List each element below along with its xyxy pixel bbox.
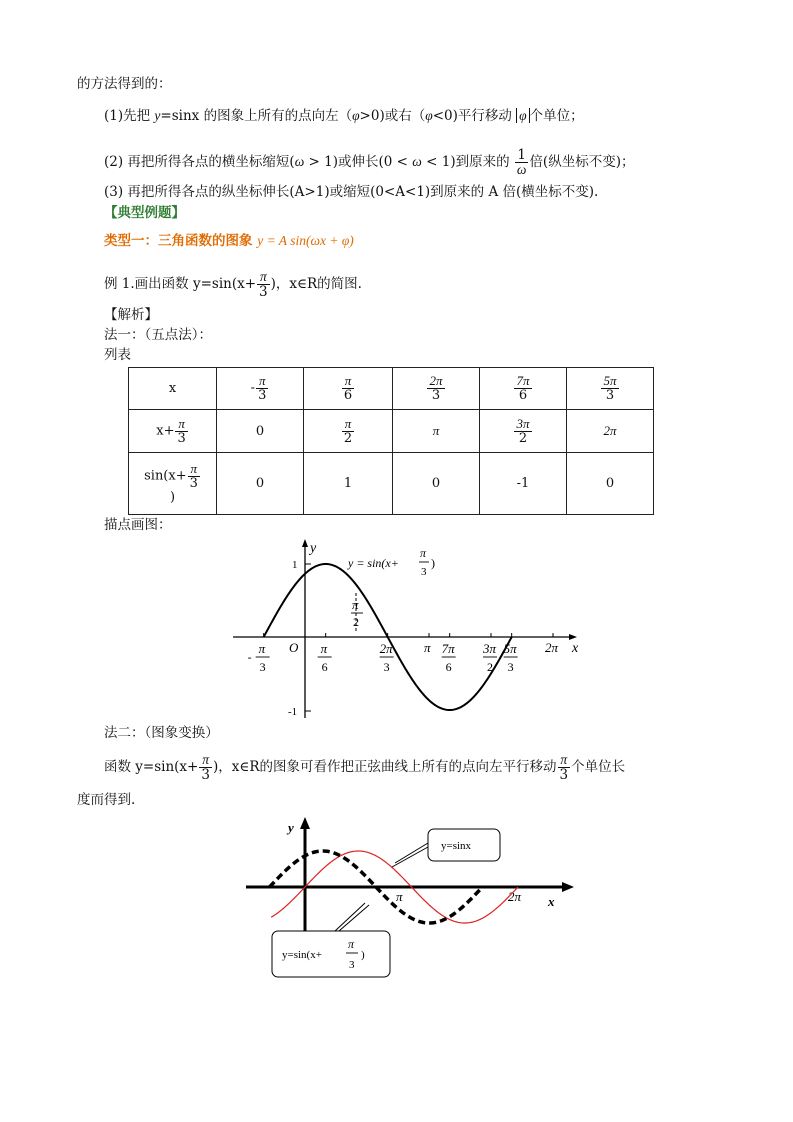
x-tick-denominator: 6	[445, 660, 452, 674]
curve-label-den: 3	[421, 566, 427, 578]
table-header-x: x	[129, 368, 217, 410]
pi-tick: π	[396, 889, 403, 904]
table-cell: π	[393, 410, 480, 453]
section-heading: 【典型例题】	[104, 205, 185, 221]
graph-five-point-sine	[225, 535, 585, 725]
table-cell: $\frac{2\pi}{3}$	[393, 368, 480, 410]
five-point-table	[128, 367, 654, 515]
x-tick-label: π	[424, 640, 431, 655]
peak-label-num: π	[352, 597, 359, 612]
table-header-x-plus: x+ $\frac{\pi}{3}$	[129, 410, 217, 453]
table-header-sin: sin(x+ $\frac{\pi}{3}$ )	[129, 453, 217, 515]
x-tick-denominator: 3	[507, 660, 514, 674]
table-cell: 0	[567, 453, 654, 515]
peak-label-den: 2	[353, 615, 359, 629]
y-tick-1: 1	[292, 559, 298, 571]
table-cell: 0	[217, 410, 304, 453]
method-2-paragraph: 函数 y=sin(x+ $\frac{\pi}{3}$ )，x∈R的图象可看作把正弦曲线上所有的点向左平行移动 $\frac{\pi}{3}$ 个单位长	[104, 752, 626, 784]
x-tick-denominator: 6	[321, 660, 328, 674]
method-2: 法二：（图象变换）	[104, 725, 219, 741]
table-cell: 2π	[567, 410, 654, 453]
table-cell: $\frac{5\pi}{3}$	[567, 368, 654, 410]
table-row	[129, 453, 654, 515]
callout-shifted-text: y=sin(x+	[282, 949, 322, 961]
plot-label: 描点画图：	[104, 517, 172, 533]
step-3: (3) 再把所得各点的纵坐标伸长(A>1)或缩短(0<A<1)到原来的 A 倍(横坐标不变).	[104, 184, 599, 200]
x-tick-label: π	[320, 641, 328, 656]
step-1: (1)先把 y=sinx 的图象上所有的点向左（φ>0)或右（φ<0)平行移动 φ 个单位；	[104, 108, 584, 124]
type-heading: 类型一：三角函数的图象 y = A sin(ωx + φ)	[104, 233, 354, 249]
table-row	[129, 368, 654, 410]
method-2-paragraph-end: 度而得到.	[77, 792, 136, 808]
x-tick-label: 3π	[483, 641, 497, 656]
curve-label: y = sin(x+	[348, 556, 399, 570]
x-tick-denominator: 3	[259, 660, 266, 674]
abs-phi: φ	[516, 108, 529, 123]
method-1: 法一：（五点法）：	[104, 327, 212, 343]
curve-label-num: π	[420, 546, 427, 560]
x-tick-label: 2π	[545, 640, 559, 655]
step-2: (2) 再把所得各点的横坐标缩短(ω > 1)或伸长(0 < ω < 1)到原来的 $\frac{1}{\omega}$ 倍(纵坐标不变)；	[104, 147, 635, 178]
x-tick-denominator: 3	[383, 660, 390, 674]
x-axis-label: x	[572, 641, 579, 656]
x-tick-label: 2π	[379, 641, 393, 656]
table-cell: 0	[217, 453, 304, 515]
y-axis-label: y	[288, 820, 294, 835]
svg-text:3: 3	[349, 959, 355, 971]
y-axis-arrow	[302, 539, 308, 547]
svg-text:π: π	[348, 937, 355, 951]
intro-line: 的方法得到的：	[77, 76, 172, 92]
table-row	[129, 410, 654, 453]
x-tick-label: 7π	[441, 641, 455, 656]
table-cell: $\frac{\pi}{2}$	[304, 410, 393, 453]
graph-shift-transform	[240, 815, 580, 985]
table-cell: $\frac{\pi}{6}$	[304, 368, 393, 410]
fraction-1-over-omega: $\frac{1}{\omega}$	[516, 147, 527, 178]
x-tick-denominator: 2	[487, 660, 493, 674]
svg-text:): )	[431, 556, 435, 570]
x-axis-label: x	[548, 894, 555, 909]
table-cell: - $\frac{\pi}{3}$	[217, 368, 304, 410]
callout-sinx-text: y=sinx	[441, 840, 472, 852]
table-cell: 0	[393, 453, 480, 515]
table-label: 列表	[104, 347, 131, 363]
x-axis-arrow	[569, 634, 577, 640]
x-tick-label: π	[258, 641, 266, 656]
fraction-pi-3: $\frac{\pi}{3}$	[259, 269, 268, 301]
table-cell: -1	[480, 453, 567, 515]
two-pi-tick: 2π	[508, 889, 522, 904]
y-axis-label: y	[310, 541, 317, 556]
x-tick-label: 5π	[503, 641, 517, 656]
x-axis-arrow	[562, 882, 574, 892]
origin-label: O	[289, 640, 299, 655]
svg-text:): )	[361, 949, 365, 961]
table-cell: $\frac{3\pi}{2}$	[480, 410, 567, 453]
analysis-label: 【解析】	[104, 307, 158, 323]
x-tick-sign: -	[247, 650, 252, 664]
y-tick-neg1: -1	[288, 706, 298, 718]
table-cell: $\frac{7\pi}{6}$	[480, 368, 567, 410]
table-cell: 1	[304, 453, 393, 515]
example-1: 例 1.画出函数 y=sin(x+ $\frac{\pi}{3}$ )，x∈R的简图.	[104, 269, 362, 301]
y-axis-arrow	[300, 817, 310, 829]
